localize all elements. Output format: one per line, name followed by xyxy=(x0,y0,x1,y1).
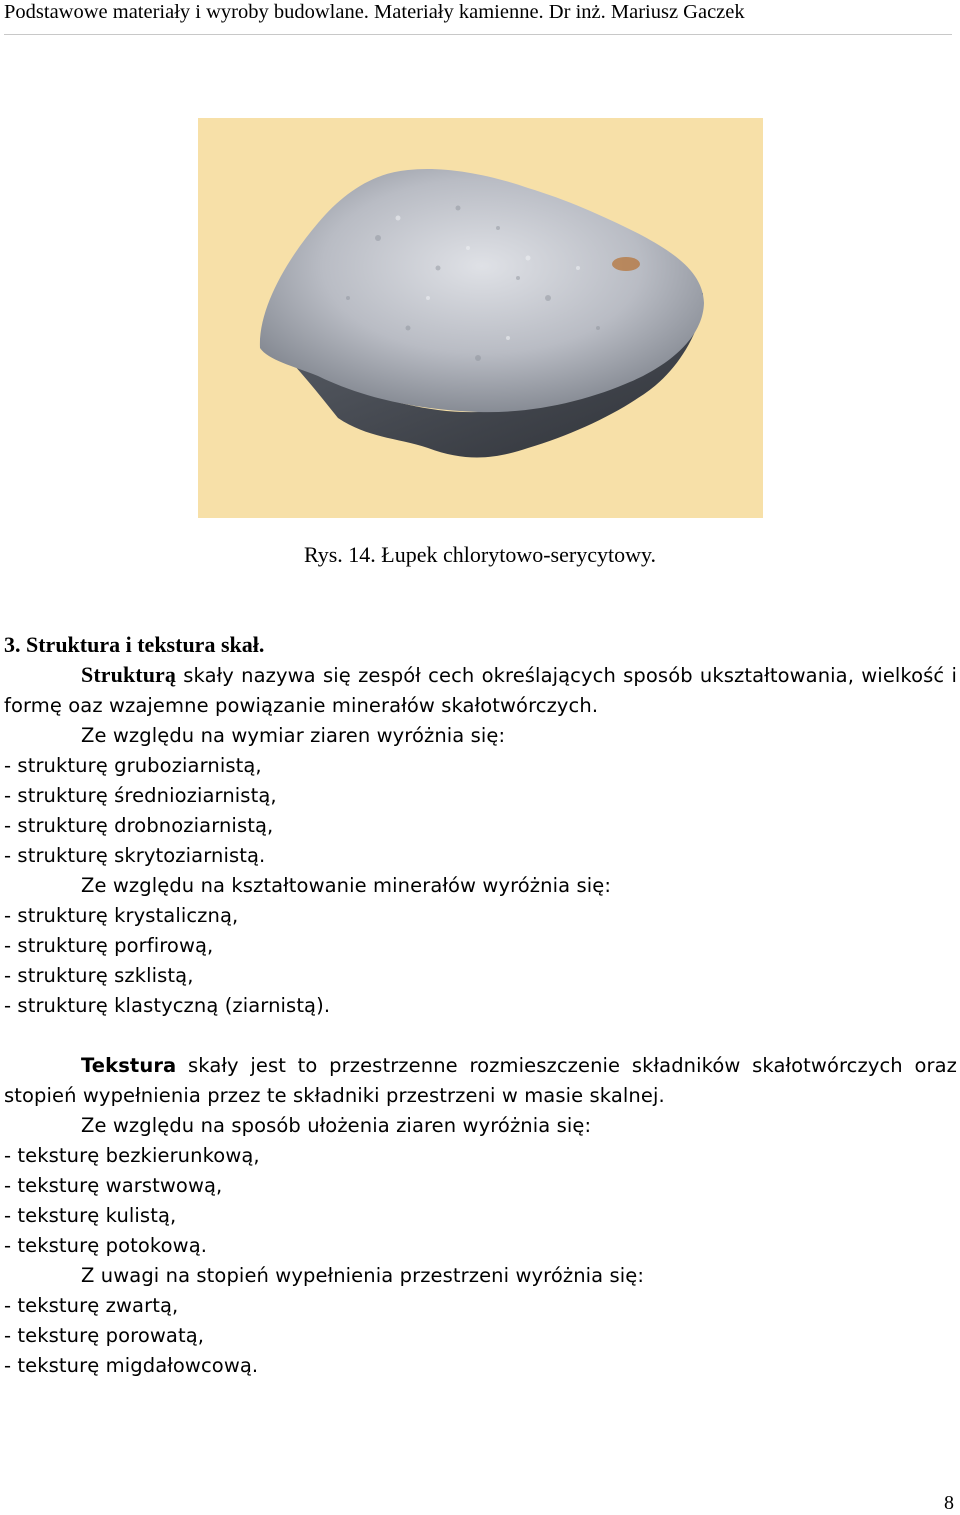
section-body xyxy=(4,630,957,1381)
list-item: - teksturę porowatą, xyxy=(4,1324,205,1347)
tekstura-definition-text: skały jest to przestrzenne rozmieszczenie składników skałotwórczych oraz stopień wypełnienia przez te składniki przestrzeni w masie skalnej. xyxy=(4,1054,957,1107)
grain-intro: Ze względu na wymiar ziaren wyróżnia się: xyxy=(81,724,506,747)
list-item: - teksturę kulistą, xyxy=(4,1204,177,1227)
struktura-definition xyxy=(4,660,957,721)
header-divider xyxy=(4,34,952,35)
list-item: - strukturę gruboziarnistą, xyxy=(4,754,262,777)
page-number: 8 xyxy=(944,1492,954,1514)
list-item: - teksturę migdałowcową. xyxy=(4,1354,259,1377)
struktura-term: Strukturą xyxy=(81,662,177,687)
page-header: Podstawowe materiały i wyroby budowlane. Materiały kamienne. Dr inż. Mariusz Gaczek xyxy=(4,1,745,23)
list-item: - teksturę zwartą, xyxy=(4,1294,179,1317)
list-item: - strukturę krystaliczną, xyxy=(4,904,239,927)
shape-intro: Ze względu na kształtowanie minerałów wyróżnia się: xyxy=(81,874,612,897)
list-item: - strukturę średnioziarnistą, xyxy=(4,784,277,807)
list-item: - teksturę warstwową, xyxy=(4,1174,223,1197)
struktura-definition-text: skały nazywa się zespół cech określających sposób ukształtowania, wielkość i formę oaz wzajemne powiązanie minerałów skałotwórczych. xyxy=(4,664,957,717)
list-item: - strukturę porfirową, xyxy=(4,934,214,957)
tekstura-term: Tekstura xyxy=(81,1054,177,1077)
list-item: - strukturę szklistą, xyxy=(4,964,194,987)
rock-figure xyxy=(198,118,763,518)
arrangement-intro: Ze względu na sposób ułożenia ziaren wyróżnia się: xyxy=(81,1114,592,1137)
list-item: - strukturę klastyczną (ziarnistą). xyxy=(4,994,331,1017)
list-item: - strukturę skrytoziarnistą. xyxy=(4,844,266,867)
section-title: 3. Struktura i tekstura skał. xyxy=(4,632,265,657)
fill-intro: Z uwagi na stopień wypełnienia przestrzeni wyróżnia się: xyxy=(81,1264,645,1287)
rust-stain xyxy=(612,257,640,271)
tekstura-definition xyxy=(4,1051,957,1111)
list-item: - teksturę bezkierunkową, xyxy=(4,1144,260,1167)
list-item: - teksturę potokową. xyxy=(4,1234,208,1257)
paragraph-gap xyxy=(4,1021,957,1051)
figure-caption: Rys. 14. Łupek chlorytowo-serycytowy. xyxy=(303,542,657,567)
list-item: - strukturę drobnoziarnistą, xyxy=(4,814,274,837)
